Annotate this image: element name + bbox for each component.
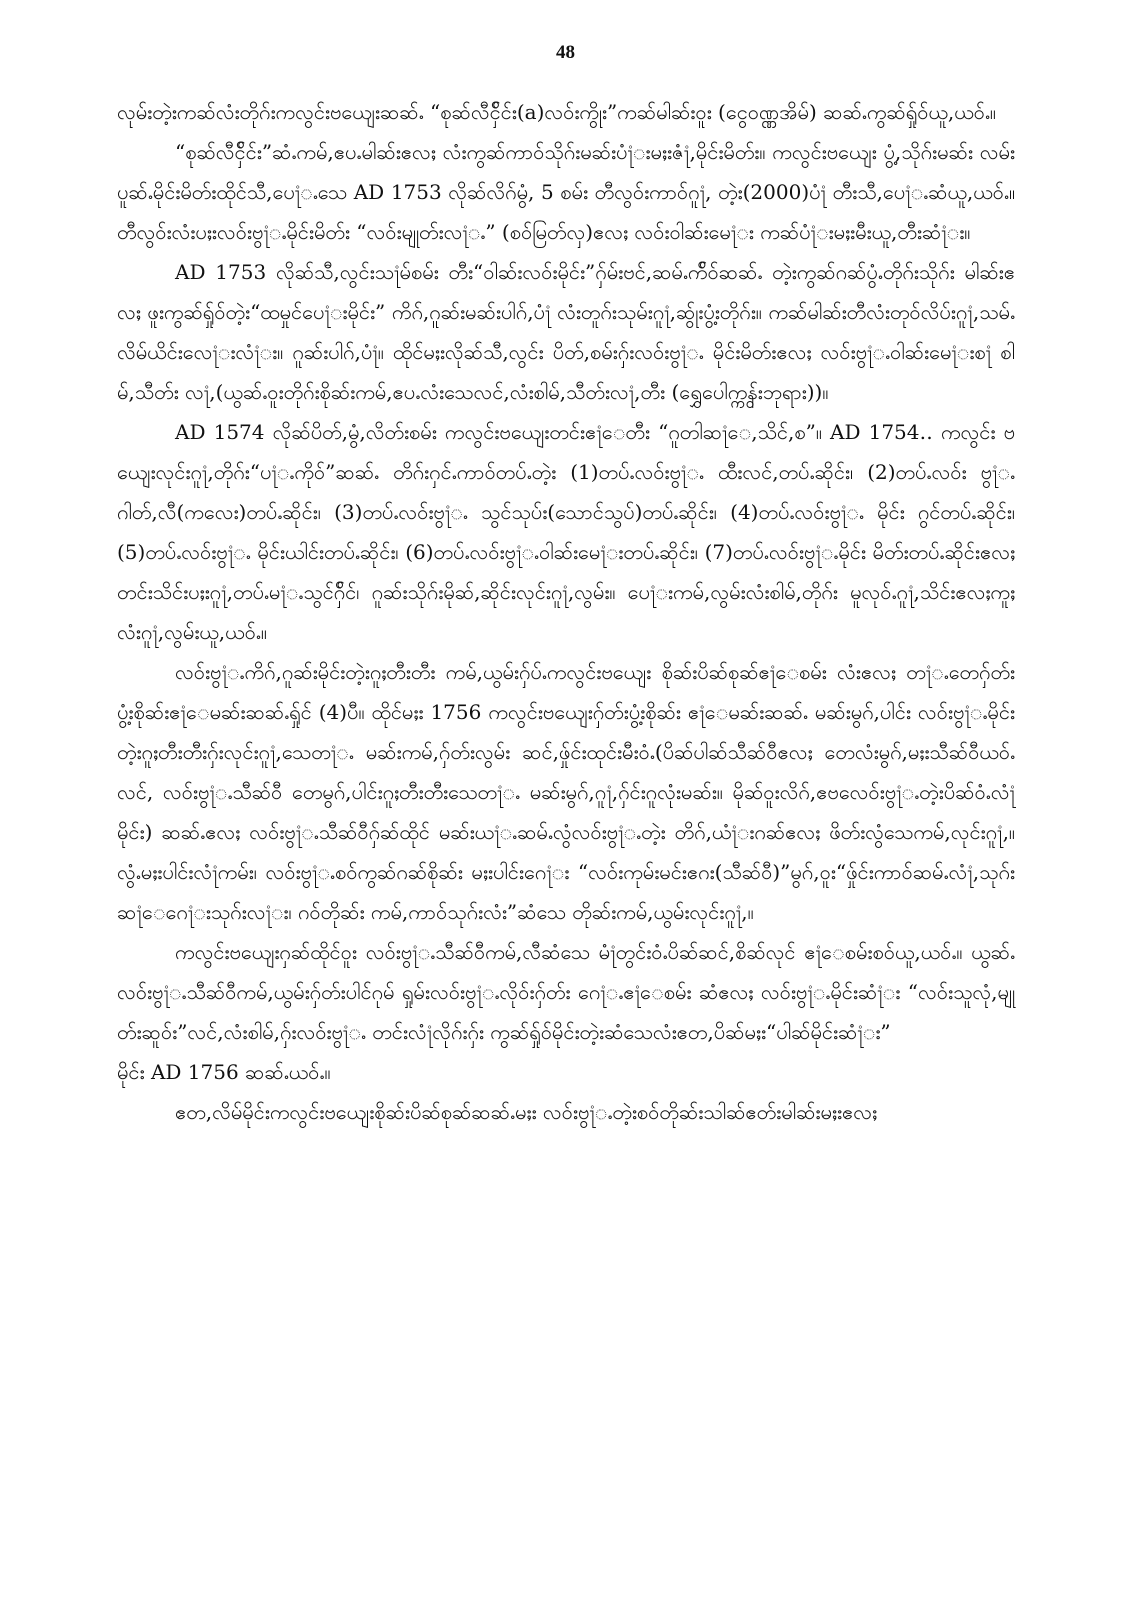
paragraph-3: AD 1753 လိုဆ်သီ,လွင်းသ႞မ်စမ်း တီး“ဝါဆ်းလဝ်းမိုင်း”ဂှ်မ်းဗင်,ဆမ်ႉက်ိဝ်ဆဆ်ႉ တဲ့းကွဆ်ဂဆ်ပွံႉတိုဂ်းသိုဂ်း မါဆ်းဧလႈ ဖူးကွဆ်ရှ်ုဝ်တဲ့း“ထမှုင်ပေ႞းမိုင်း” ကိဂ်,ဂူဆ်းမဆ်းပါဂ်,ပံ႞ လံးတူဂ်းသုမ်းဂူ႞,ဆွ်ုးပွံ့းတိုဂ်း။ ကဆ်မါဆ်းတီလံးတုဝ်လိပ်းဂူ႞,သမ်ႉလိမ်ယိင်းလေ႞းလံ႞း။ ဂူဆ်းပါဂ်,ပံ႞။ ထိုင်မႈးလိုဆ်သီ,လွင်း ပိတ်,စမ်းဂှ်းလဝ်းဗွ႞ႉ မိုင်းမိတ်းဧလႈ လဝ်းဗွ႞ႉဝါဆ်းမေ႞းစ႞ စါမ်,သီတ်း လ႞,(ယွဆ်ႉဝူးတိုဂ်းစိုဆ်းကမ်,ဧပႉလံးသေလင်,လံးစါမ်,သီတ်းလ႞,တီး (ရွှေပေါက္ကွန်းဘုရား))။ xyxy=(117,260,1015,404)
page-number: 48 xyxy=(556,42,575,63)
paragraph-2: “စုဆ်လီငှ်ိင်း”ဆံႉကမ်,ဧပႉမါဆ်းဧလႈ လံးကွဆ်ကာဝ်သိုဂ်းမဆ်းပံ႞းမႈးဇံ႞,မိုင်းမိတ်း။ ကလွင်းဗယျေး ပွံ့,သိုဂ်းမဆ်း လမ်းပူဆ်ႉမိုင်းမိတ်းထိုင်သီ,ပေ႞ႉသေ AD 1753 လိုဆ်လိဂ်မွံ, 5 စမ်း တီလွဝ်းကာဝ်ဂူ႞, တဲ့း(2000)ပံ႞ တီးသီ,ပေ႞ႉဆံယူ,ယဝ်ႉ။ တီလွဝ်းလံးပႈးလဝ်းဗွ႞ႉမိုင်းမိတ်း “လဝ်းမျုတ်းလ႞ႉ” (စဝ်မြတ်လှ)ဧလႈ လဝ်းဝါဆ်းမေ႞း ကဆ်ပံ႞းမႈးမီးယူ,တီးဆံ႞း။ xyxy=(117,140,1015,244)
paragraph-4: AD 1574 လိုဆ်ပိတ်,မွံ,လိတ်းစမ်း ကလွင်းဗယျေးတင်းဧ႞ေတီး “ဂူတါဆ႞ေ,သိင်,စ”။ AD 1754‥ ကလွင်း ဗယျေးလုင်းဂူ႞,တိုဂ်း“ပ႞ႉကိုဝ်”ဆဆ်ႉ တိဂ်းဂှင်ႉကာဝ်တပ်ႉတဲ့း (1)တပ်ႉလဝ်းဗွ႞ႉ ထီးလင်,တပ်ႉဆိုင်း၊ (2)တပ်ႉလဝ်း ဗွ႞ႉဂါတ်,လီ(ကလေး)တပ်ႉဆိုင်း၊ (3)တပ်ႉလဝ်းဗွ႞ႉ သွင်သုပ်း(သောင်သွပ်)တပ်ႉဆိုင်း၊ (4)တပ်ႉလဝ်းဗွ႞ႉ မိုင်း ဂွင်တပ်ႉဆိုင်း၊ (5)တပ်ႉလဝ်းဗွ႞ႉ မိုင်းယါင်းတပ်ႉဆိုင်း၊ (6)တပ်ႉလဝ်းဗွ႞ႉဝါဆ်းမေ႞းတပ်ႉဆိုင်း၊ (7)တပ်ႉလဝ်းဗွ႞ႉမိုင်း မိတ်းတပ်ႉဆိုင်းဧလႈ တင်းသိင်းပႈးဂူ႞,တပ်ႉမ႞ႉသွင်ဂှ်ိင်၊ ဂူဆ်းသိုဂ်းမိုဆ်,ဆိုင်းလုင်းဂူ႞,လွမ်း။ ပေ႞းကမ်,လွမ်းလံးစါမ်,တိုဂ်း မူလုဝ်ႉဂူ႞,သိင်းဧလႈကူႈလံးဂူ႞,လွမ်းယူ,ယဝ်ႉ။ xyxy=(117,420,1015,644)
body-text xyxy=(117,92,1015,1132)
paragraph-8: ဧတ,လိမ်မိုင်းကလွင်းဗယျေးစိုဆ်းပိဆ်စုဆ်ဆဆ်ႉမႈး လဝ်းဗွ႞ႉတဲ့းစဝ်တိုဆ်းသါဆ်ဧတ်းမါဆ်းမႈးဧလႈ xyxy=(175,1100,878,1124)
paragraph-7: မိုင်း AD 1756 ဆဆ်ႉယဝ်ႉ။ xyxy=(117,1060,331,1084)
paragraph-1: လုမ်းတဲ့းကဆ်လံးတိုဂ်းကလွင်းဗယျေးဆဆ်ႉ “စုဆ်လီငှ်ိင်း(a)လဝ်းကွိုး”ကဆ်မါဆ်းဝူး (ငွေဝဏ္ဏအိမ်) ဆဆ်ႉကွဆ်ရှ်ုဝ်ယူ,ယဝ်ႉ။ xyxy=(117,100,996,124)
paragraph-5: လဝ်းဗွ႞ႉကိဂ်,ဂူဆ်းမိုင်းတဲ့းဂူႈတီးတီး ကမ်,ယွမ်းဂှ်ပ်ႉကလွင်းဗယျေး စိုဆ်းပိဆ်စုဆ်ဧ႞ေစမ်း လံးဧလႈ တ႞ႉတေဂှ်တ်းပွံ့းစိုဆ်းဧ႞ေမဆ်းဆဆ်ႉရှ်ုင် (4)ပီ။ ထိုင်မႈး 1756 ကလွင်းဗယျေးဂှ်တ်းပွံ့းစိုဆ်း ဧ႞ေမဆ်းဆဆ်ႉ မဆ်းမွဂ်,ပါင်း လဝ်းဗွ႞ႉမိုင်းတဲ့းဂူႈတီးတီးဂှ်းလုင်းဂူ႞,သေတ႞ႉ မဆ်းကမ်,ဂှ်တ်းလွမ်း ဆင်,ဖှ်ုင်းထုင်းမီးဝံႉ(ပိဆ်ပါဆ်သီဆ်ဝီဧလႈ တေလံးမွဂ်,မႈးသီဆ်ဝီယဝ်ႉလင်, လဝ်းဗွ႞ႉသီဆ်ဝီ တေမွဂ်,ပါင်းဂူႈတီးတီးသေတ႞ႉ မဆ်းမွဂ်,ဂူ႞,ဂှ်င်းဂူလုံးမဆ်း။ မိုဆ်ဝူးလိဂ်,ဧဗလေဝ်းဗွ႞ႉတဲ့းပိဆ်ဝံႉလံ႞မိုင်း) ဆဆ်ႉဧလႈ လဝ်းဗွ႞ႉသီဆ်ဝီဂှ်ဆ်ထိုင် မဆ်းယ႞ႉဆမ်ႉလွံလဝ်းဗွ႞ႉတဲ့း တိဂ်,ယံ႞းဂဆ်ဧလႈ ဖိတ်းလွံသေကမ်,လုင်းဂူ႞,။ လွံႉမႈးပါင်းလံ႞ကမ်း၊ လဝ်းဗွ႞ႉစဝ်ကွဆ်ဂဆ်စိုဆ်း မႈးပါင်းဂေ႞း “လဝ်းကုမ်းမင်းဧဂး(သီဆ်ဝီ)”မွဂ်,ဝူး“ဖှ်ုင်းကာဝ်ဆမ်ႉလံ႞,သုဂ်းဆ႞ေဂေ႞းသုဂ်းလ႞း၊ ဂဝ်တိုဆ်း ကမ်,ကာဝ်သုဂ်းလံး”ဆံသေ တိုဆ်းကမ်,ယွမ်းလုင်းဂူ႞,။ xyxy=(117,660,1015,924)
paragraph-6: ကလွင်းဗယျေးဂှဆ်ထိုင်ဝူး လဝ်းဗွ႞ႉသီဆ်ဝီကမ်,လီဆံသေ မံ႞တွင်းဝံႉပိဆ်ဆင်,စိဆ်လုင် ဧ႞ေစမ်းစဝ်ယူ,ယဝ်ႉ။ ယွဆ်ႉလဝ်းဗွ႞ႉသီဆ်ဝီကမ်,ယွမ်းဂှ်တ်းပါင်ဂုမ် ရှုမ်းလဝ်းဗွ႞ႉလိုဝ်းဂှ်တ်း ဂေ႞ႉဧ႞ေစမ်း ဆံဧလႈ လဝ်းဗွ႞ႉမိုင်းဆံ႞း “လဝ်းသူလုံ,မျုတ်းဆူဝ်း”လင်,လံးစါမ်,ဂှ်းလဝ်းဗွ႞ႉ တင်းလံ႞လိုဂ်းဂှ်း ကွဆ်ရှ်ုဝ်မိုင်းတဲ့းဆံသေလံးဧတ,ပိဆ်မႈး“ပါဆ်မိုင်းဆံ႞း” xyxy=(117,940,1015,1044)
